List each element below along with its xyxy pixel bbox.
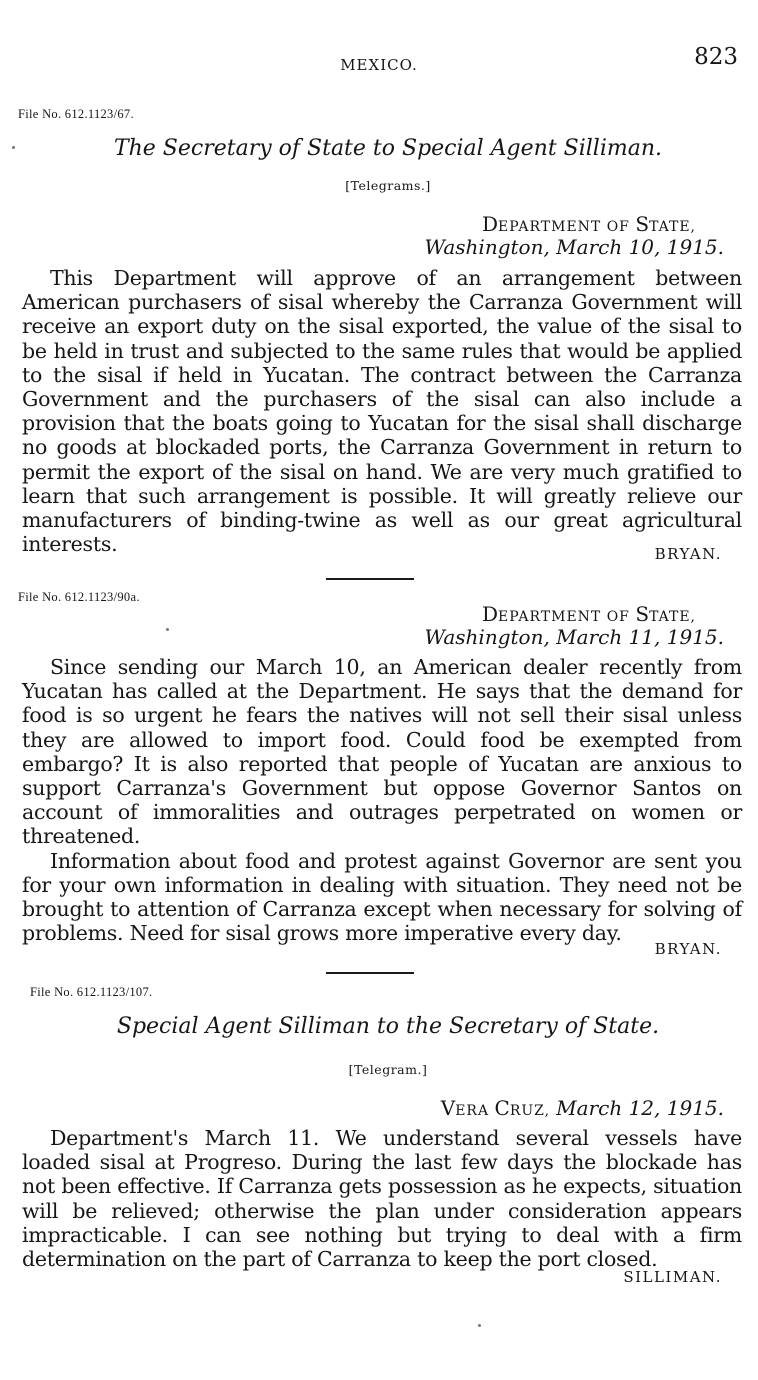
scan-speck [12,146,15,149]
file-number-2: File No. 612.1123/90a. [18,590,140,604]
dept-letter: D [481,602,499,626]
paragraph: Information about food and protest against Governor are sent you for your own information in dealing with situation. They need not be brought to attention of Carranza except when necessary for solving of problems. Need for sisal grows more imperative every day. [22,848,742,946]
place-dateline-3 [441,1096,724,1120]
running-title: MEXICO. [340,56,418,74]
dateline-3: March 12, 1915. [556,1096,724,1120]
place-letter: V [440,1096,456,1120]
signature-2: BRYAN. [654,940,722,958]
file-number-3: File No. 612.1123/107. [30,985,153,999]
place-letter: C [494,1096,510,1120]
message-body-3 [22,1126,742,1271]
document-heading-3: Special Agent Silliman to the Secretary of State. [116,1014,660,1039]
dept-letter: S [635,212,650,236]
signature-3: SILLIMAN. [623,1268,722,1286]
telegram-type-label-3: [Telegram.] [348,1062,428,1077]
file-number-1: File No. 612.1123/67. [18,107,134,121]
scan-speck [166,628,169,631]
scan-speck [478,1324,481,1327]
message-body-2 [22,655,742,945]
dept-small-caps: TATE, [649,219,696,235]
place-small-caps: ERA [455,1103,495,1119]
department-line-2 [482,602,696,626]
dept-small-caps: TATE, [649,609,696,625]
place-small-caps: RUZ, [509,1103,551,1119]
signature-1: BRYAN. [654,545,722,563]
message-body-1 [22,266,742,556]
section-divider [326,972,414,974]
dept-letter: S [635,602,650,626]
dept-small-caps: EPARTMENT OF [498,609,636,625]
dept-letter: D [481,212,499,236]
paragraph: Department's March 11. We understand several vessels have loaded sisal at Progreso. During the last few days the blockade has not been effective. If Carranza gets possession as he expects, situation will be relieved; otherwise the plan under consideration appears impracticable. I can see nothing but trying to deal with a firm determination on the part of Carranza to keep the port closed. [22,1126,742,1272]
dateline-2: Washington, March 11, 1915. [424,625,724,649]
page-number: 823 [694,44,738,70]
paragraph: This Department will approve of an arrangement between American purchasers of sisal whereby the Carranza Government will receive an export duty on the sisal exported, the value of the sisal to be held in trust and subjected to the same rules that would be applied to the sisal if held in Yucatan. The contract between the Carranza Government and the purchasers of the sisal can also include a provision that the boats going to Yucatan for the sisal shall discharge no goods at blockaded ports, the Carranza Government in return to permit the export of the sisal on hand. We are very much gratified to learn that such arrangement is possible. It will greatly relieve our manufacturers of binding-twine as well as our great agricultural interests. [22,266,742,557]
dept-small-caps: EPARTMENT OF [498,219,636,235]
paragraph: Since sending our March 10, an American dealer recently from Yucatan has called at the Department. He says that the demand for food is so urgent he fears the natives will not sell their sisal unless they are allowed to import food. Could food be exempted from embargo? It is also reported that people of Yucatan are anxious to support Carranza's Government but oppose Governor Santos on account of immoralities and outrages perpetrated on women or threatened. [22,655,742,849]
section-divider [326,578,414,580]
document-heading-1: The Secretary of State to Special Agent Silliman. [113,136,663,161]
department-line-1 [482,212,696,236]
dateline-1: Washington, March 10, 1915. [424,235,724,259]
telegram-type-label-1: [Telegrams.] [345,178,431,193]
